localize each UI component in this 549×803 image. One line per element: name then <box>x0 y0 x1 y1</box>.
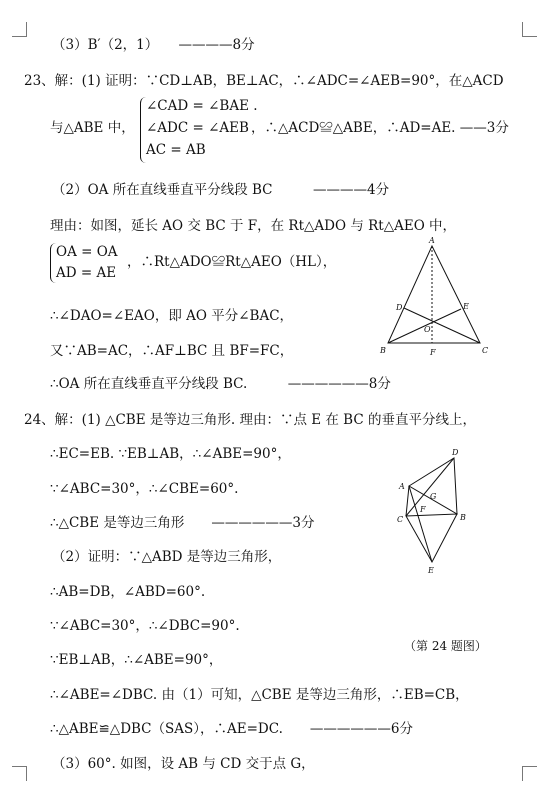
crop-mark-top-left <box>12 22 27 37</box>
q24-part2-line6: ∴△ABE≌△DBC（SAS），∴AE=DC. ——————6分 <box>50 721 413 737</box>
q23-system-eq3: AC = AB <box>146 142 206 158</box>
fig23-label-e: E <box>463 302 469 311</box>
figure-24-caption: （第 24 题图） <box>404 639 487 653</box>
fig23-label-b: B <box>380 346 386 355</box>
fig24-label-e: E <box>428 566 434 575</box>
q24-part1-line4: ∴△CBE 是等边三角形 ——————3分 <box>50 515 315 531</box>
fig23-triangle-abc <box>388 246 480 343</box>
q23-system-prefix: 与△ABE 中， <box>50 120 135 136</box>
q24-part1-line2: ∴EC=EB. ∵EB⊥AB，∴∠ABE=90°， <box>50 446 291 462</box>
fig24-label-g: G <box>430 492 437 501</box>
fig24-segment-ac <box>406 486 409 516</box>
fig23-line-be <box>388 309 461 343</box>
q23-part2-reason: 理由：如图，延长 AO 交 BC 于 F，在 Rt△ADO 与 Rt△AEO 中， <box>50 218 457 234</box>
q24-part1-line3: ∵∠ABC=30°，∴∠CBE=60°. <box>50 481 239 497</box>
q23-part2-claim: （2）OA 所在直线垂直平分线段 BC ————4分 <box>52 182 390 198</box>
q23-system-eq2: ∠ADC = ∠AEB <box>146 120 249 136</box>
fig24-label-f: F <box>420 505 426 514</box>
fig24-triangle-abd <box>409 458 457 514</box>
q23-system2-eq2: AD = AE <box>56 265 117 281</box>
q24-part2-line4: ∵EB⊥AB，∴∠ABE=90°， <box>50 652 223 668</box>
fig24-label-d: D <box>452 448 459 457</box>
fig24-segment-cd <box>406 458 454 516</box>
q24-part2-line5: ∴∠ABE=∠DBC. 由（1）可知，△CBE 是等边三角形，∴EB=CB， <box>50 687 469 703</box>
q23-part1-line1: 23、解：(1) 证明：∵CD⊥AB，BE⊥AC，∴∠ADC=∠AEB=90°，在△ACD <box>24 73 504 89</box>
crop-mark-bottom-right <box>522 766 537 781</box>
fig23-label-o: O <box>424 325 431 334</box>
fig24-segment-ae <box>409 486 432 562</box>
q23-system-eq1: ∠CAD = ∠BAE . <box>146 98 258 114</box>
q23-line-perpendicular: 又∵AB=AC，∴AF⊥BC 且 BF=FC， <box>50 343 294 359</box>
crop-mark-top-right <box>522 22 537 37</box>
q23-line-conclusion: ∴OA 所在直线垂直平分线段 BC. ——————8分 <box>50 376 391 392</box>
fig23-label-f: F <box>430 348 436 357</box>
crop-mark-bottom-left <box>12 766 27 781</box>
q24-part2-line1: （2）证明：∵△ABD 是等边三角形， <box>52 549 282 565</box>
fig24-triangle-cbe <box>406 514 457 562</box>
fig23-label-a: A <box>429 236 435 245</box>
q24-part1-line1: 24、解：(1) △CBE 是等边三角形. 理由：∵点 E 在 BC 的垂直平分线上， <box>24 412 476 428</box>
fig24-label-a: A <box>399 482 405 491</box>
fig23-label-c: C <box>482 346 489 355</box>
q24-part2-line3: ∵∠ABC=30°，∴∠DBC=90°. <box>50 618 240 634</box>
q23-system-conclusion: ，∴△ACD≌△ABE，∴AD=AE. ——3分 <box>251 120 509 136</box>
fig24-label-c: C <box>397 515 404 524</box>
fig23-label-d: D <box>396 303 403 312</box>
q24-part3-line1: （3）60°. 如图，设 AB 与 CD 交于点 G， <box>52 756 315 772</box>
fig23-line-cd <box>404 308 480 343</box>
q23-line-bisect: ∴∠DAO=∠EAO，即 AO 平分∠BAC， <box>50 308 294 324</box>
answer-22-3: （3）B′（2，1） ————8分 <box>52 37 255 53</box>
q24-part2-line2: ∴AB=DB，∠ABD=60°. <box>50 584 206 600</box>
q23-system2-eq1: OA = OA <box>56 244 118 260</box>
fig24-label-b: B <box>460 513 466 522</box>
q23-system2-conclusion: ，∴Rt△ADO≌Rt△AEO（HL）， <box>127 254 337 270</box>
